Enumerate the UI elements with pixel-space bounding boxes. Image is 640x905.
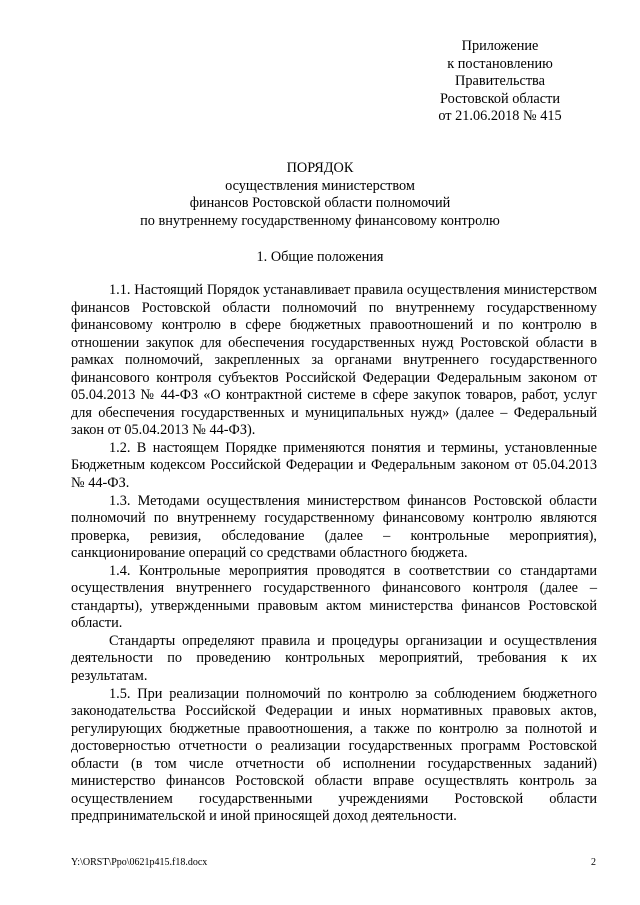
page-number: 2 [591,857,596,868]
appendix-line: Приложение [461,38,539,54]
footer-file-path: Y:\ORST\Ppo\0621p415.f18.docx [71,857,208,868]
paragraph-1-1: 1.1. Настоящий Порядок устанавливает правила осуществления министерством финансов Ростовской области полномочий по внутреннему государственному финансовому контролю в сфере бюджетных правоотношений и по контролю в отношении закупок для обеспечения государственных нужд Ростовской области в рамках полномочий, закрепленных за органами внутреннего государственного финансового контроля субъектов Российской Федерации Федеральным законом от 05.04.2013 № 44-ФЗ «О контрактной системе в сфере закупок товаров, работ, услуг для обеспечения государственных и муниципальных нужд» (далее – Федеральный закон от 05.04.2013 № 44-ФЗ). [71,282,597,439]
appendix-line: к постановлению [447,55,553,72]
appendix-line: от 21.06.2018 № 415 [438,108,562,124]
document-title [60,160,580,230]
document-body [71,282,597,826]
appendix-block [400,38,600,126]
paragraph-1-3: 1.3. Методами осуществления министерством финансов Ростовской области полномочий по внутреннему государственному финансовому контролю являются проверка, ревизия, обследование (далее – контрольные мероприятия), санкционирование операций со средствами областного бюджета. [71,492,597,562]
paragraph-standards: Стандарты определяют правила и процедуры организации и осуществления деятельности по проведению контрольных мероприятий, требования к их результатам. [71,632,597,685]
appendix-line: Правительства [455,73,545,89]
paragraph-1-4: 1.4. Контрольные мероприятия проводятся в соответствии со стандартами осуществления внутреннего государственного финансового контроля (далее – стандарты), утвержденными правовым актом министерства финансов Ростовской области. [71,562,597,632]
title-heading: ПОРЯДОК [286,160,354,176]
title-line: финансов Ростовской области полномочий [189,195,451,211]
paragraph-1-2: 1.2. В настоящем Порядке применяются понятия и термины, установленные Бюджетным кодексом Российской Федерации и Федеральным законом от 05.04.2013 № 44-ФЗ. [71,439,597,492]
appendix-line: Ростовской области [439,90,561,107]
section-heading: 1. Общие положения [256,249,384,265]
paragraph-1-5: 1.5. При реализации полномочий по контролю за соблюдением бюджетного законодательства Российской Федерации и иных нормативных правовых актов, регулирующих бюджетные правоотношения, а также по контролю за полнотой и достоверностью отчетности о реализации государственных программ Ростовской области (в том числе отчетности об исполнении государственных заданий) министерство финансов Ростовской области вправе осуществлять контроль за осуществлением государственными учреждениями Ростовской области предпринимательской и иной приносящей доход деятельности. [71,685,597,825]
title-line: осуществления министерством [225,177,415,194]
title-line: по внутреннему государственному финансовому контролю [140,212,500,229]
